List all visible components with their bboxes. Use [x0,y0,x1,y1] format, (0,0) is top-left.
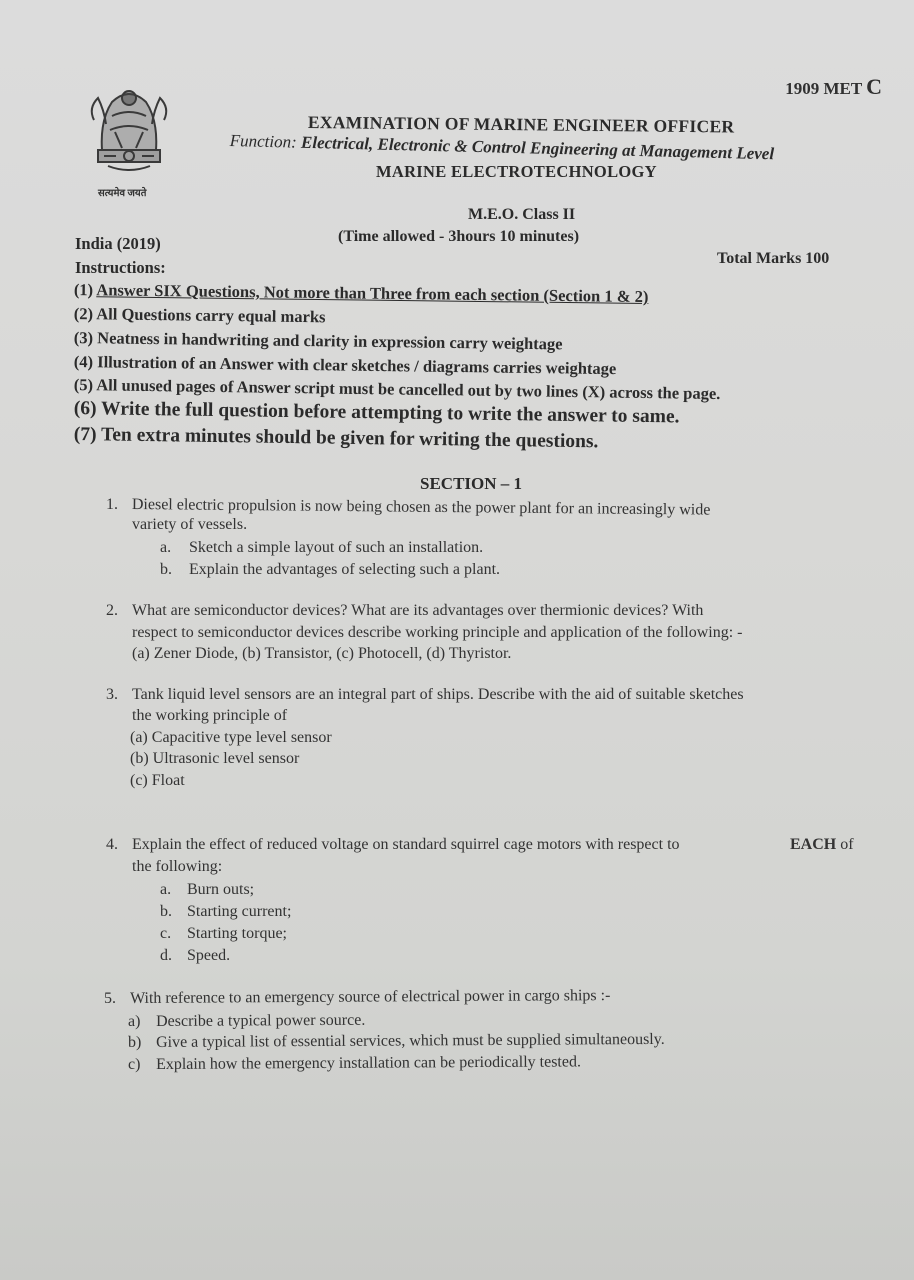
part-text: Give a typical list of essential services, which must be supplied simultaneously. [156,1030,665,1051]
question-number: 5. [104,990,116,1007]
part-text: Speed. [187,947,231,964]
question-text: variety of vessels. [132,516,248,533]
instructions-label: Instructions: [75,258,166,277]
instruction-item: (5) All unused pages of Answer script must be cancelled out by two lines (X) across the page. [73,375,721,404]
part-label: b) [128,1034,142,1051]
subject-title: MARINE ELECTROTECHNOLOGY [376,162,657,181]
question-text: Explain the effect of reduced voltage on standard squirrel cage motors with respect to [132,836,680,853]
instruction-item: (6) Write the full question before attempting to write the answer to same. [73,398,680,428]
time-allowed: (Time allowed - 3hours 10 minutes) [338,228,580,245]
question-text: What are semiconductor devices? What are its advantages over thermionic devices? With [132,602,704,619]
instruction-item: (1) Answer SIX Questions, Not more than Three from each section (Section 1 & 2) [73,280,649,307]
part-label: a. [160,539,172,556]
question-text: the following: [132,858,223,875]
part-label: d. [160,947,172,964]
paper-code: 1909 MET C [785,74,882,99]
section-title: SECTION – 1 [420,474,523,493]
instruction-item: (3) Neatness in handwriting and clarity in expression carry weightage [73,328,563,354]
question-text: Diesel electric propulsion is now being chosen as the power plant for an increasingly wide [131,496,711,519]
question-number: 1. [106,496,118,513]
instruction-item: (7) Ten extra minutes should be given for writing the questions. [73,424,599,453]
country-year: India (2019) [75,234,161,253]
instruction-item: (2) All Questions carry equal marks [73,304,326,327]
part-label: c) [128,1056,141,1073]
question-text: Tank liquid level sensors are an integral part of ships. Describe with the aid of suitable sketches [132,686,744,703]
part-label: a) [128,1013,141,1030]
question-text: (a) Zener Diode, (b) Transistor, (c) Photocell, (d) Thyristor. [132,645,512,662]
question-number: 2. [106,602,118,619]
part-label: c. [160,925,172,942]
class-label: M.E.O. Class II [468,206,576,223]
question-emphasis: EACH of [790,836,854,853]
question-number: 3. [106,686,118,703]
part-label: a. [160,881,172,898]
emblem-caption: सत्यमेव जयते [98,188,147,199]
part-item: (a) Capacitive type level sensor [130,729,332,746]
exam-title: EXAMINATION OF MARINE ENGINEER OFFICER [307,112,735,137]
part-text: Sketch a simple layout of such an installation. [189,539,484,556]
part-text: Burn outs; [187,881,255,898]
part-text: Starting current; [187,903,292,920]
part-label: b. [160,903,172,920]
question-text: respect to semiconductor devices describe working principle and application of the following: - [132,624,743,641]
part-label: b. [160,561,172,578]
part-text: Starting torque; [187,925,287,942]
question-text: With reference to an emergency source of electrical power in cargo ships :- [130,987,611,1007]
part-item: (c) Float [130,772,185,789]
question-number: 4. [106,836,118,853]
part-item: (b) Ultrasonic level sensor [130,750,300,767]
part-text: Explain how the emergency installation can be periodically tested. [156,1053,582,1073]
function-label: Function: [229,131,298,152]
part-text: Explain the advantages of selecting such a plant. [189,561,501,578]
question-text: the working principle of [132,707,288,724]
state-emblem-icon [82,80,176,198]
instruction-item: (4) Illustration of an Answer with clear sketches / diagrams carries weightage [73,352,617,379]
function-text: Electrical, Electronic & Control Engineering at Management Level [300,132,775,164]
part-text: Describe a typical power source. [156,1011,366,1030]
total-marks: Total Marks 100 [717,250,830,267]
